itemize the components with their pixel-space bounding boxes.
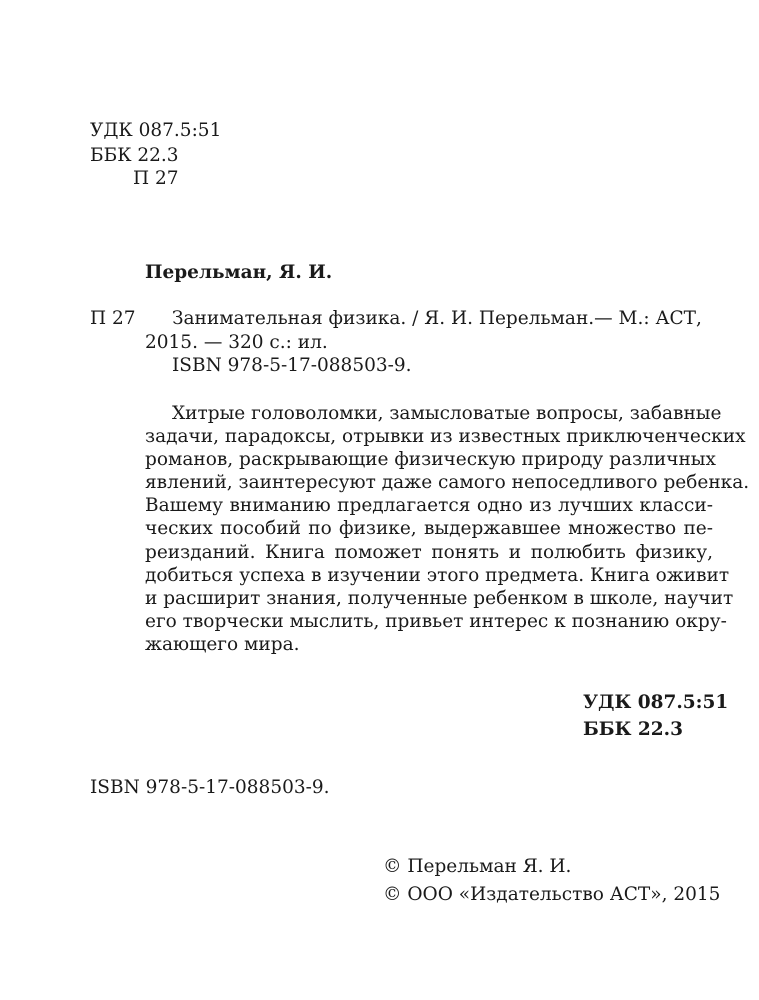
author-heading: Перельман, Я. И.: [145, 262, 333, 283]
abstract-line: Хитрые головоломки, замысловатые вопросы, забавные: [172, 403, 722, 424]
abstract-line: романов, раскрывающие физическую природу различных: [145, 449, 716, 471]
abstract: [145, 402, 750, 656]
entry-isbn-line: ISBN 978-5-17-088503-9.: [172, 355, 412, 376]
abstract-line: жающего мира.: [145, 633, 300, 655]
isbn-footer: ISBN 978-5-17-088503-9.: [90, 777, 330, 798]
classification-udk: УДК 087.5:51: [583, 692, 729, 713]
header-udk: УДК 087.5:51: [90, 120, 222, 141]
classification-block: [583, 694, 728, 747]
abstract-line: реизданий. Книга поможет понять и полюбить физику,: [145, 541, 713, 563]
copyright-author: © Перельман Я. И.: [383, 856, 572, 877]
abstract-line: его творчески мыслить, привьет интерес к познанию окру-: [145, 610, 727, 632]
header-bbk: ББК 22.3: [90, 145, 179, 166]
header-author-mark: П 27: [133, 168, 179, 189]
abstract-line: явлений, заинтересуют даже самого непоседливого ребенка.: [145, 472, 750, 494]
copyright-block: [383, 858, 720, 913]
entry-imprint-line: 2015. — 320 с.: ил.: [145, 332, 328, 353]
abstract-line: и расширит знания, полученные ребенком в школе, научит: [145, 587, 734, 609]
classification-bbk: ББК 22.3: [583, 718, 683, 740]
entry-title-line: Занимательная физика. / Я. И. Перельман.— М.: АСТ,: [172, 308, 702, 329]
abstract-line: добиться успеха в изучении этого предмета. Книга оживит: [145, 564, 730, 586]
entry-mark: П 27: [90, 308, 136, 329]
abstract-line: ческих пособий по физике, выдержавшее множество пе-: [145, 518, 713, 540]
copyright-publisher: © ООО «Издательство АСТ», 2015: [383, 883, 721, 905]
abstract-line: Вашему вниманию предлагается одно из лучших класси-: [145, 495, 713, 517]
abstract-line: задачи, парадоксы, отрывки из известных приключенческих: [145, 426, 746, 448]
